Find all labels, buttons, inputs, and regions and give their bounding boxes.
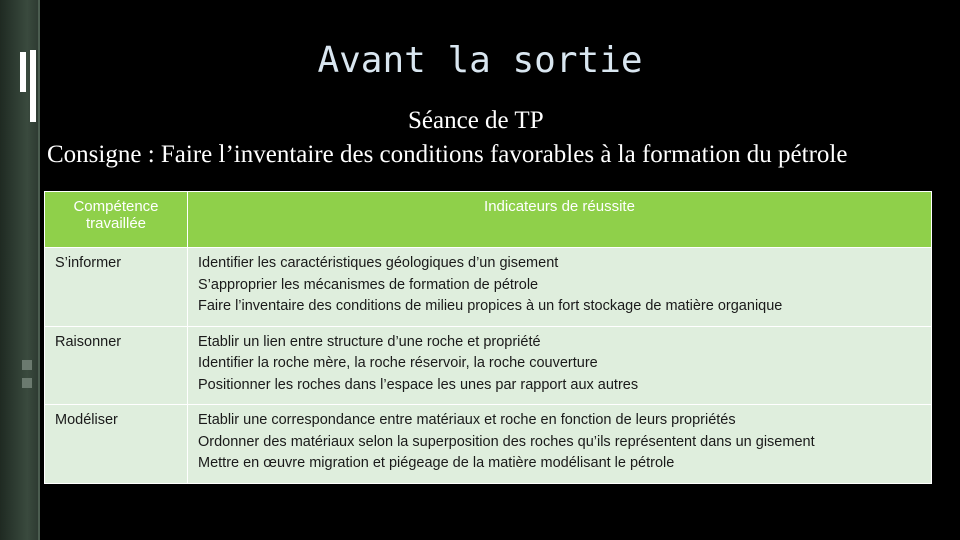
table-row [45, 248, 932, 327]
indicator-line: Positionner les roches dans l’espace les unes par rapport aux autres [198, 376, 639, 393]
competence-cell: S’informer [45, 248, 188, 327]
indicator-line: Etablir un lien entre structure d’une roche et propriété [198, 333, 541, 350]
session-label: Séance de TP [408, 107, 544, 134]
indicators-cell [188, 326, 932, 405]
table-row [45, 326, 932, 405]
indicator-line: Etablir une correspondance entre matériaux et roche en fonction de leurs propriétés [198, 412, 736, 428]
competence-cell: Raisonner [45, 326, 188, 405]
indicator-line: S’approprier les mécanismes de formation de pétrole [198, 276, 539, 293]
indicator-line: Mettre en œuvre migration et piégeage de la matière modélisant le pétrole [198, 455, 675, 471]
indicators-cell [188, 248, 932, 327]
column-header-indicators: Indicateurs de réussite [188, 192, 932, 248]
competence-cell: Modéliser [45, 405, 188, 484]
decorative-square [22, 378, 32, 388]
decorative-bar [30, 92, 36, 122]
instruction-text: Consigne : Faire l’inventaire des conditions favorables à la formation du pétrole [47, 141, 848, 168]
table-header-row [45, 192, 932, 248]
indicator-line: Identifier les caractéristiques géologiques d’un gisement [198, 255, 559, 271]
table-row [45, 405, 932, 484]
indicators-cell [188, 405, 932, 484]
indicator-line: Faire l’inventaire des conditions de milieu propices à un fort stockage de matière organique [198, 298, 783, 314]
indicator-line: Identifier la roche mère, la roche réservoir, la roche couverture [198, 355, 598, 371]
slide-title: Avant la sortie [317, 40, 643, 81]
decorative-square [22, 360, 32, 370]
competency-table [44, 191, 932, 484]
indicator-line: Ordonner des matériaux selon la superposition des roches qu’ils représentent dans un gisement [198, 433, 815, 450]
column-header-competence: Compétence travaillée [45, 192, 188, 248]
